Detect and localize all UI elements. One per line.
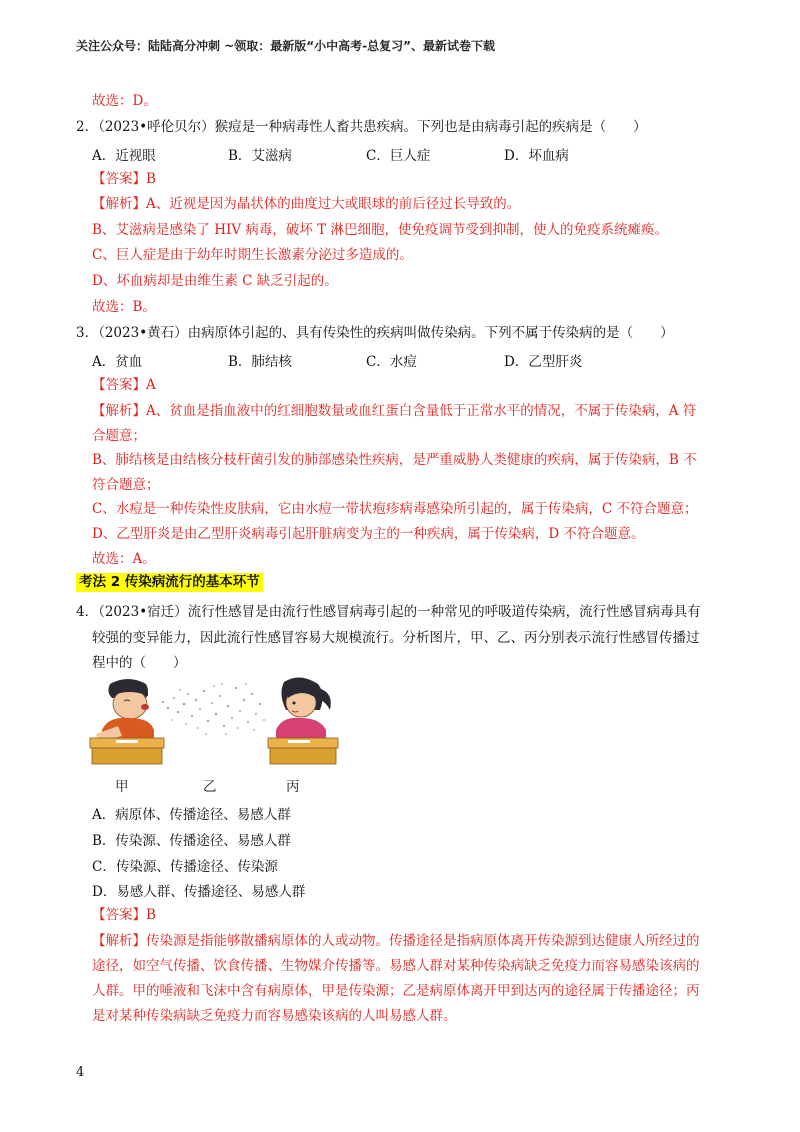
q2-stem: 2．（2023•呼伦贝尔）猴痘是一种病毒性人畜共患疾病。下列也是由病毒引起的疾病是（ ） (76, 119, 647, 135)
girl (268, 677, 338, 764)
q4-analysis-line: 途径，如空气传播、饮食传播、生物媒介传播等。易感人群对某种传染病缺乏免疫力而容易感染该病的 (92, 958, 700, 974)
figure-label-bing: 丙 (286, 779, 300, 795)
q3-analysis-line: B、肺结核是由结核分枝杆菌引发的肺部感染性疾病，是严重威胁人类健康的疾病，属于传染病，B 不 (92, 452, 697, 468)
q4-option-c: C．传染源、传播途径、传染源 (92, 859, 278, 875)
section-heading: 考法 2 传染病流行的基本环节 (76, 573, 263, 592)
q2-option-b: B．艾滋病 (228, 148, 292, 164)
q4-stem-line: 4．（2023•宿迁）流行性感冒是由流行性感冒病毒引起的一种常见的呼吸道传染病，流行性感冒病毒具有 (76, 604, 701, 620)
q2-analysis-line: D、坏血病却是由维生素 C 缺乏引起的。 (92, 273, 338, 289)
q3-analysis-line: 【解析】A、贫血是指血液中的红细胞数量或血红蛋白含量低于正常水平的情况，不属于传染病，A 符 (92, 403, 697, 419)
q2-option-c: C．巨人症 (366, 148, 431, 164)
q3-conclusion: 故选：A。 (92, 551, 156, 567)
q4-analysis-line: 人群。甲的唾液和飞沫中含有病原体，甲是传染源；乙是病原体离开甲到达丙的途径属于传播途径；丙 (92, 983, 700, 999)
page-header: 关注公众号：陆陆高分冲刺 ~领取：最新版“小中高考-总复习”、最新试卷下载 (76, 39, 495, 53)
sneeze-transmission-illustration (88, 676, 348, 768)
q4-analysis-line: 是对某种传染病缺乏免疫力而容易感染该病的人叫易感人群。 (92, 1008, 457, 1024)
q2-analysis-line: 【解析】A、近视是因为晶状体的曲度过大或眼球的前后径过长导致的。 (92, 196, 521, 212)
q4-answer: 【答案】B (92, 907, 156, 923)
q2-option-a: A．近视眼 (92, 148, 156, 164)
q2-option-d: D．坏血病 (504, 148, 569, 164)
q3-option-d: D．乙型肝炎 (504, 354, 583, 370)
page-number: 4 (76, 1065, 85, 1080)
q3-answer: 【答案】A (92, 377, 156, 393)
q3-option-c: C．水痘 (366, 354, 417, 370)
q2-conclusion: 故选：B。 (92, 299, 156, 315)
droplet-cloud (162, 683, 265, 735)
q4-stem-line: 较强的变异能力，因此流行性感冒容易大规模流行。分析图片，甲、乙、丙分别表示流行性感冒传播过 (92, 630, 700, 646)
q3-analysis-line: C、水痘是一种传染性皮肤病，它由水痘一带状疱疹病毒感染所引起的，属于传染病，C 不符合题意； (92, 501, 698, 517)
figure-label-jia: 甲 (115, 779, 129, 795)
q3-analysis-line: D、乙型肝炎是由乙型肝炎病毒引起肝脏病变为主的一种疾病，属于传染病，D 不符合题意。 (92, 526, 645, 542)
sneezing-boy (90, 679, 164, 764)
q3-stem: 3．（2023•黄石）由病原体引起的、具有传染性的疾病叫做传染病。下列不属于传染病的是（ ） (76, 325, 674, 341)
q1-conclusion: 故选：D。 (92, 93, 157, 109)
q3-option-a: A．贫血 (92, 354, 143, 370)
q4-analysis-line: 【解析】传染源是指能够散播病原体的人或动物。传播途径是指病原体离开传染源到达健康人所经过的 (92, 933, 700, 949)
q4-option-b: B．传染源、传播途径、易感人群 (92, 833, 291, 849)
q4-option-d: D．易感人群、传播途径、易感人群 (92, 884, 306, 900)
figure-label-yi: 乙 (203, 779, 217, 795)
q4-stem-line: 程中的（ ） (92, 655, 187, 671)
q4-option-a: A．病原体、传播途径、易感人群 (92, 807, 291, 823)
q3-analysis-line: 合题意； (92, 428, 146, 444)
q3-analysis-line: 符合题意； (92, 477, 160, 493)
q2-answer: 【答案】B (92, 171, 156, 187)
q2-analysis-line: C、巨人症是由于幼年时期生长激素分泌过多造成的。 (92, 247, 413, 263)
q3-option-b: B．肺结核 (228, 354, 292, 370)
q2-analysis-line: B、艾滋病是感染了 HIV 病毒，破坏 T 淋巴细胞，使免疫调节受到抑制，使人的免疫系统瘫痪。 (92, 222, 668, 238)
